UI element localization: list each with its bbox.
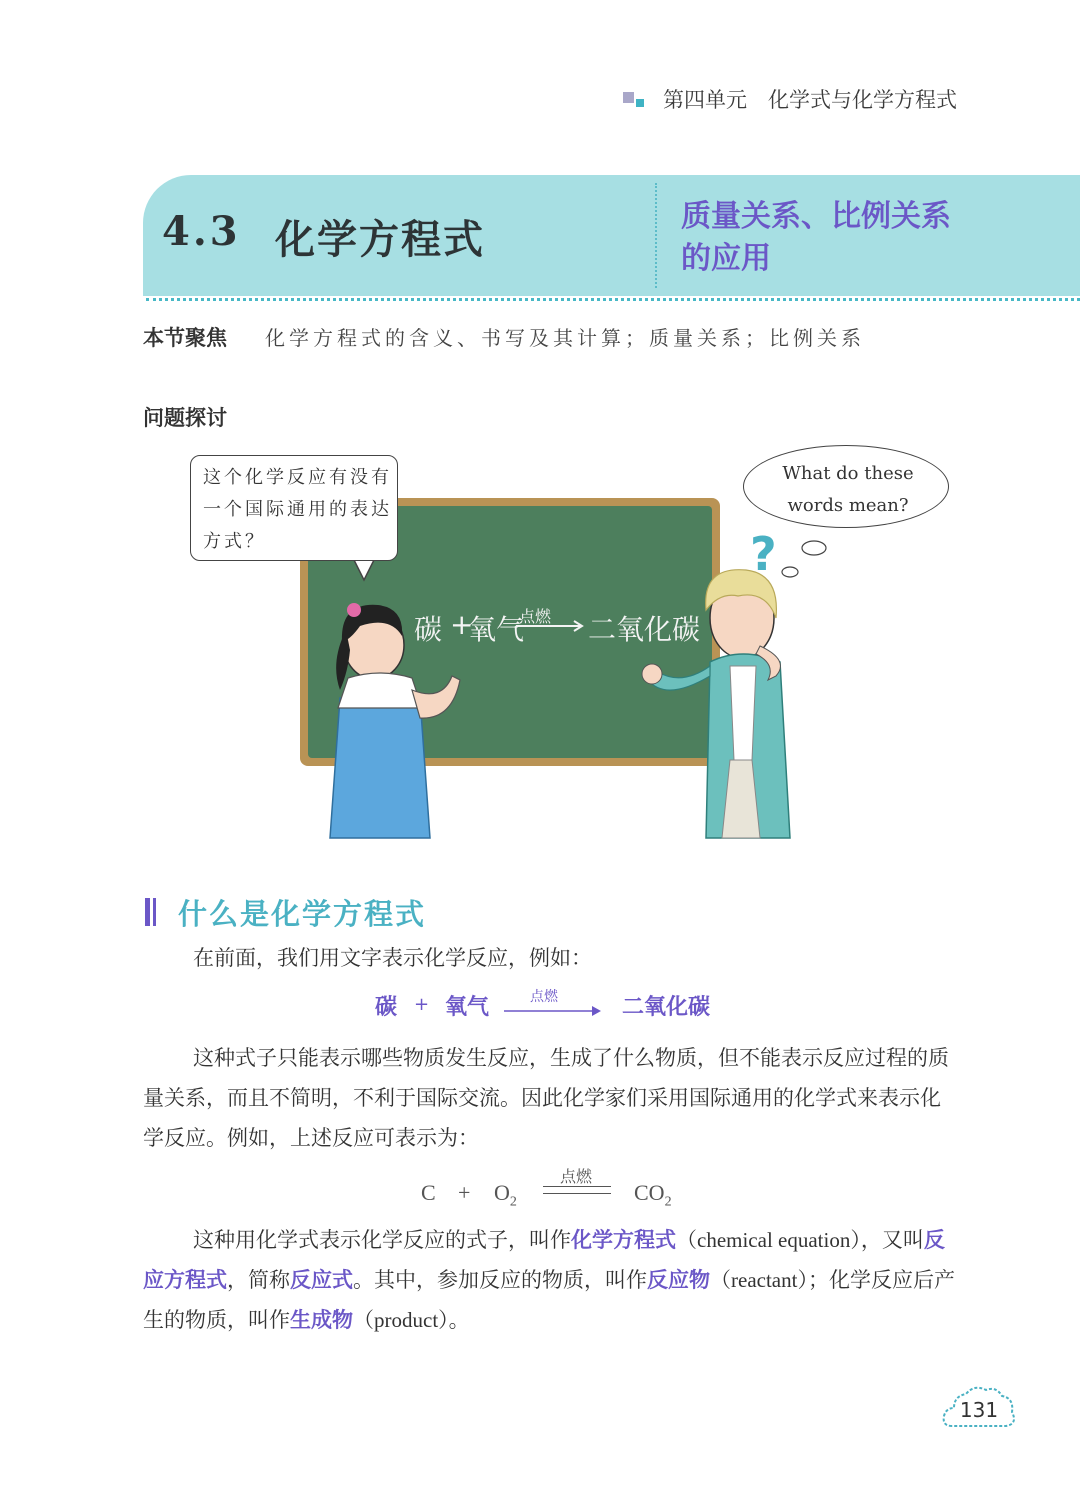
board-plus: + [450,608,474,641]
formula-reactant2-subscript: 2 [509,1194,517,1210]
running-header-text: 第四单元 化学式与化学方程式 [663,88,957,112]
explore-label: 问题探讨 [143,406,227,430]
section-heading: 什么是化学方程式 [178,897,427,931]
formula-condition: 点燃 [560,1169,593,1186]
formula-product-subscript: 2 [664,1194,672,1210]
term-product: 生成物 [290,1307,353,1332]
board-product: 二氧化碳 [588,613,701,646]
focus-text: 化学方程式的含义、书写及其计算；质量关系；比例关系 [265,326,865,350]
section-number: 4.3 [162,208,241,255]
banner-dotted-rule [146,298,1080,301]
heading-bar-icon [145,898,150,926]
term-reactant: 反应物 [647,1267,710,1292]
word-eq-reactant1: 碳 [375,995,398,1020]
focus-label: 本节聚焦 [143,326,227,350]
word-eq-plus: + [414,994,430,1015]
section-subtitle: 质量关系、比例关系的应用 [681,199,951,276]
section-title: 化学方程式 [275,216,485,263]
heading-bar-icon-2 [153,898,156,926]
word-eq-condition: 点燃 [530,989,558,1005]
question-mark-icon: ? [750,527,777,581]
formula-equals-sign [543,1186,611,1194]
term-reaction-formula: 反应式 [290,1267,353,1292]
paragraph-1: 在前面，我们用文字表示化学反应，例如： [193,946,592,970]
running-header [623,84,957,114]
term-reaction-equation: 反应方程式 [143,1227,945,1292]
paragraph-2: 这种式子只能表示哪些物质发生反应，生成了什么物质，但不能表示反应过程的质量关系，而且不简明，不利于国际交流。因此化学家们采用国际通用的化学式来表示化学反应。例如，上述反应可表示为： [143,1046,949,1150]
formula-reactant2: $O_2$ [494,1180,517,1210]
board-condition: 点燃 [519,607,552,626]
formula-plus: + [458,1180,471,1205]
header-square-icon [623,88,649,110]
word-eq-reactant2: 氧气 [445,995,490,1020]
formula-reactant1: C [421,1180,436,1205]
word-eq-product: 二氧化碳 [622,995,711,1020]
term-chemical-equation: 化学方程式 [571,1227,676,1252]
board-reactant1: 碳 [414,613,443,646]
girl-speech-text: 这个化学反应有没有一个国际通用的表达方式？ [203,467,392,552]
boy-thought-text: What do these words mean? [782,463,914,516]
formula-product: $CO_2$ [634,1180,672,1210]
word-eq-arrow-icon [504,1004,604,1018]
paragraph-3: 这种用化学式表示化学反应的式子，叫作化学方程式（chemical equation），又叫反应方程式，简称反应式。其中，参加反应的物质，叫作反应物（reactant）；化学反应后产生的物质，叫作生成物（product）。 [143,1227,955,1332]
board-reactant2: 氧气 [468,613,525,646]
banner-divider [655,183,657,288]
page-number: 131 [959,1398,999,1422]
